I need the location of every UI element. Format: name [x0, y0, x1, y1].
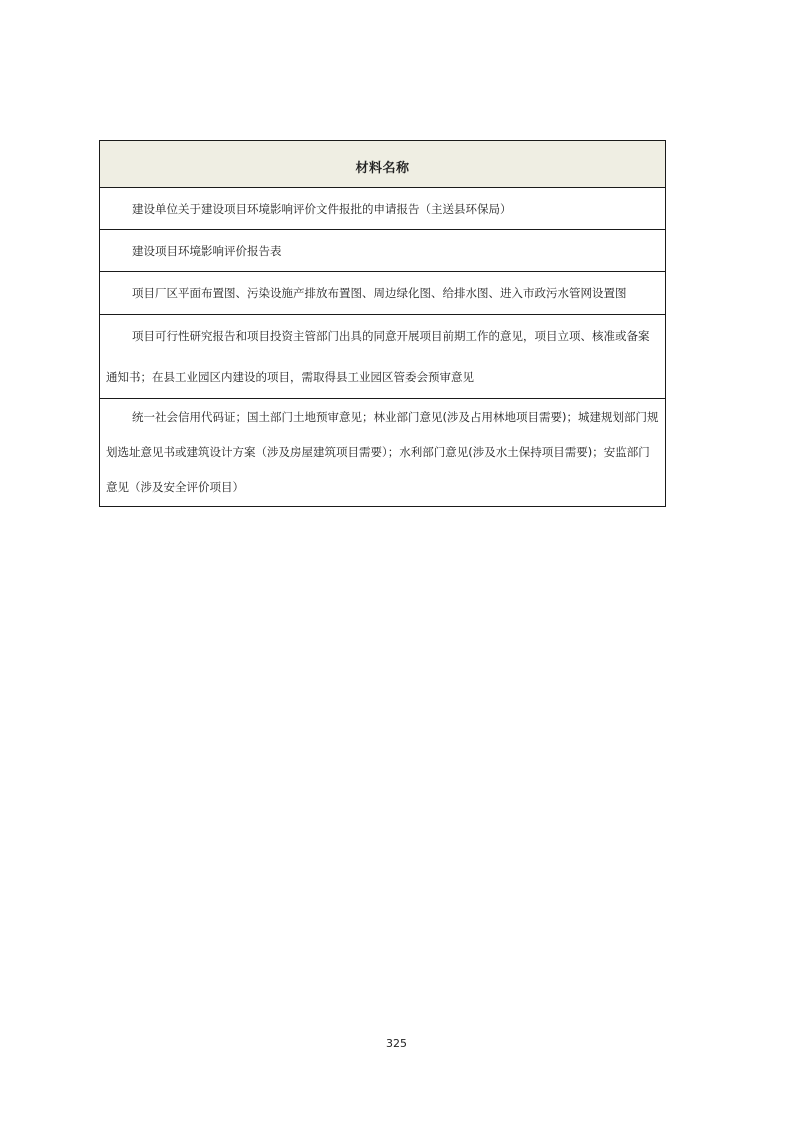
row-text: 建设项目环境影响评价报告表: [132, 243, 282, 258]
table-row: [100, 230, 666, 272]
row-text: 项目可行性研究报告和项目投资主管部门出具的同意开展项目前期工作的意见，项目立项、核准或备案通知书；在县工业园区内建设的项目，需取得县工业园区管委会预审意见: [106, 328, 650, 384]
table-cell: [100, 399, 666, 507]
table-cell: [100, 272, 666, 315]
row-text: 项目厂区平面布置图、污染设施产排放布置图、周边绿化图、给排水图、进入市政污水管网设置图: [132, 286, 627, 300]
table-row: [100, 188, 666, 230]
table-row: [100, 315, 666, 399]
table-row: [100, 272, 666, 315]
page-number: 325: [386, 1037, 407, 1050]
table-header: 材料名称: [100, 141, 666, 188]
table-cell: [100, 230, 666, 272]
row-text: 建设单位关于建设项目环境影响评价文件报批的申请报告（主送县环保局）: [132, 201, 512, 216]
row-text: 统一社会信用代码证；国土部门土地预审意见；林业部门意见(涉及占用林地项目需要)；城建规划部门规划选址意见书或建筑设计方案（涉及房屋建筑项目需要）；水利部门意见(涉及水土保持项目需要)；安监部门意见（涉及安全评价项目）: [106, 410, 659, 494]
table-cell: [100, 188, 666, 230]
table-row: [100, 399, 666, 507]
table-header-row: [100, 141, 666, 188]
table-cell: [100, 315, 666, 399]
materials-table: [99, 140, 666, 507]
